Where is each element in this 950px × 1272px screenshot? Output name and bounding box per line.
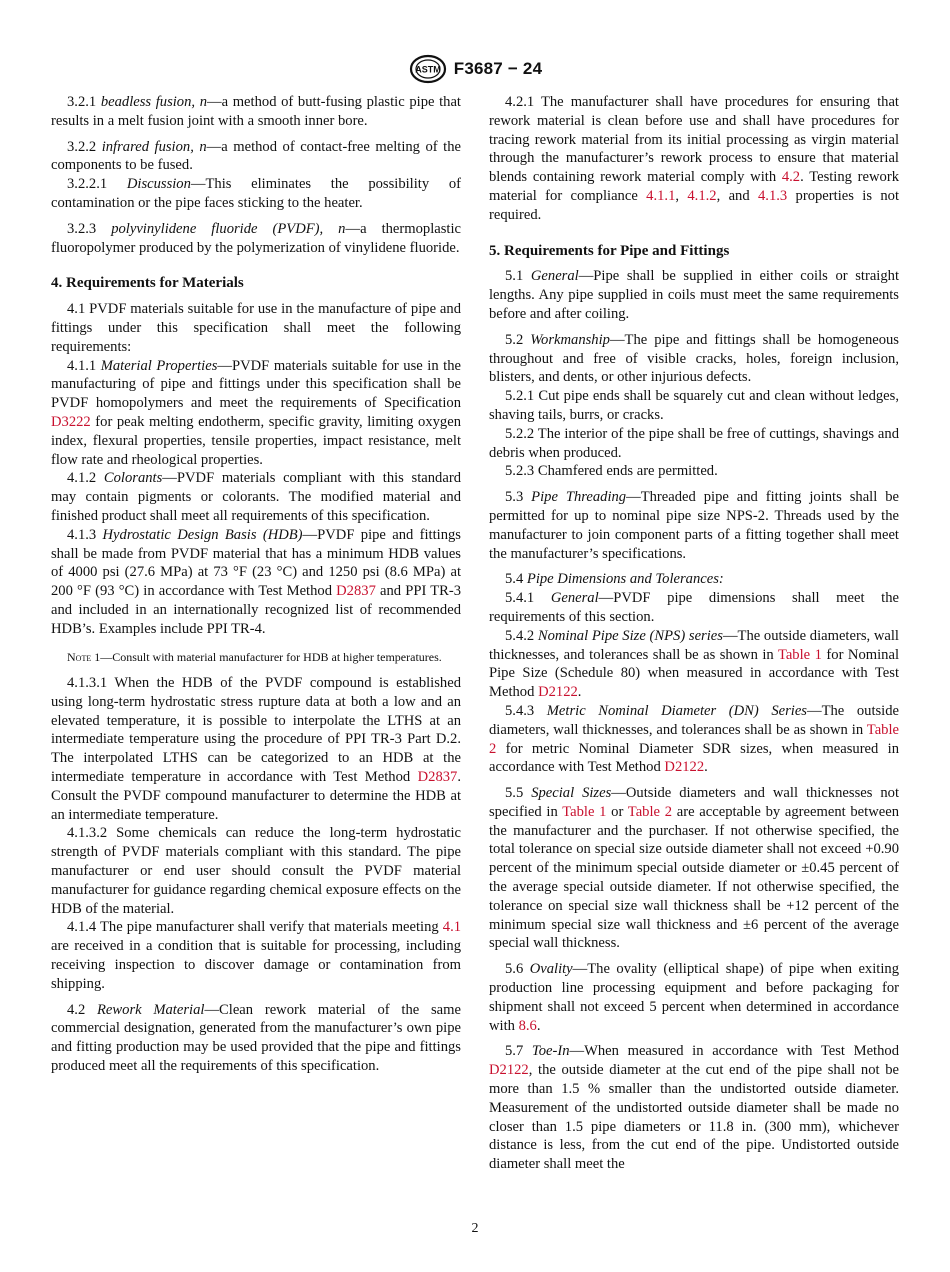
para-4-1-4: 4.1.4 The pipe manufacturer shall verify that materials meeting 4.1 are received in a condition that is suitable for processing, including receiving inspection to discover damage or contamination from shipping. [51,919,462,992]
para-5-5: 5.5 Special Sizes—Outside diameters and wall thicknesses not specified in Table 1 or Table 2 are acceptable by agreement between the manufacturer and the purchaser. If not otherwise specified, the total tolerance on special size outside diameter shall not exceed +0.90 percent of the minimum special outside diameter or ±0.45 percent of the average special outside diameter. If not otherwise specified, the tolerance on special size wall thickness shall be +12 percent of the minimum special size wall thickness and ±6 percent of the average special wall thickness. [489,785,900,952]
note-1: Note 1—Consult with material manufacturer for HDB at higher temperatures. [67,649,442,664]
para-4-1-1: 4.1.1 Material Properties—PVDF materials suitable for use in the manufacturing of pipe and fittings under this specification shall be PVDF homopolymers and meet the requirements of Specification D3222 for peak melting endotherm, specific gravity, limiting oxygen index, flexural properties, tensile properties, impact resistance, melt flow rate and rheological properties. [51,357,461,468]
para-4-1-2: 4.1.2 Colorants—PVDF materials compliant with this standard may contain pigments or colorants. The modified material and finished product shall meet all requirements of this specification. [51,470,461,524]
para-5-2-1: 5.2.1 Cut pipe ends shall be squarely cut and clean without ledges, shaving tails, burrs, or cracks. [489,388,899,423]
ref-4-2-link[interactable]: 4.2 [781,169,801,186]
para-5-1: 5.1 General—Pipe shall be supplied in either coils or straight lengths. Any pipe supplied in coils must meet the same requirements before and after coiling. [489,268,899,322]
ref-4-1-2-link[interactable]: 4.1.2 [687,187,717,204]
para-5-2: 5.2 Workmanship—The pipe and fittings shall be homogeneous throughout and free of visible cracks, holes, foreign inclusion, blisters, and dents, or other injurious defects. [489,331,899,386]
section-4-title: 4. Requirements for Materials [51,275,244,292]
para-4-1: 4.1 PVDF materials suitable for use in the manufacture of pipe and fittings under this specification shall meet the following requirements: [51,301,461,355]
para-3-2-3: 3.2.3 polyvinylidene fluoride (PVDF), n—a thermoplastic fluoropolymer produced by the polymerization of vinylidene fluoride. [51,220,461,256]
ref-d2122-link[interactable]: D2122 [489,1062,529,1079]
para-5-7: 5.7 Toe-In—When measured in accordance with Test Method D2122, the outside diameter at the cut end of the pipe shall not be more than 1.5 % smaller than the undistorted outside diameter. Measurement of the undistorted outside diameter shall be made no closer than 1.5 pipe diameters or 11.8 in. (300 mm), whichever distance is less, from the cut end of the pipe. Undistorted outside diameter shall meet the [489,1043,899,1173]
para-4-2: 4.2 Rework Material—Clean rework material of the same commercial designation, generated from the manufacturer’s own pipe and fitting production may be used provided that the pipe and fittings produced meet all the requirements of this specification. [51,1001,461,1074]
right-column [489,93,899,1174]
para-3-2-2: 3.2.2 infrared fusion, n—a method of contact-free melting of the components to be fused. [51,138,461,174]
para-5-3: 5.3 Pipe Threading—Threaded pipe and fitting joints shall be permitted for up to nominal pipe size NPS-2. Threads used by the manufacturer to join component parts of a fitting together shall meet the manufacturer’s specifications. [489,489,899,562]
ref-d3222-link[interactable]: D3222 [51,413,91,430]
para-4-2-1: 4.2.1 The manufacturer shall have procedures for ensuring that rework material is clean before use and shall have procedures for tracing rework material from its initial processing as virgin material through the manufacturer’s rework process to ensure that material blends containing rework material comply with 4.2. Testing rework material for compliance 4.1.1, 4.1.2, and 4.1.3 properties is not required. [489,94,899,223]
ref-4-1-1-link[interactable]: 4.1.1 [646,187,676,204]
left-column [51,93,461,1076]
astm-logo-icon [408,53,448,85]
ref-4-1-link[interactable]: 4.1 [442,919,462,936]
para-5-4: 5.4 Pipe Dimensions and Tolerances: [505,571,724,588]
standard-designation: F3687 − 24 [453,59,543,78]
para-5-2-2: 5.2.2 The interior of the pipe shall be free of cuttings, shavings and debris when produced. [489,425,899,461]
ref-d2837-link[interactable]: D2837 [336,583,376,600]
page-number: 2 [471,1221,479,1236]
ref-d2122-link[interactable]: D2122 [664,759,705,776]
page-header [0,52,950,86]
ref-table-2-link[interactable]: Table 2 [489,721,899,757]
ref-4-1-3-link[interactable]: 4.1.3 [758,187,788,204]
para-5-6: 5.6 Ovality—The ovality (elliptical shape) of pipe when exiting production line processing equipment and before packaging for shipment shall not exceed 5 percent when determined in accordance with 8.6. [489,961,899,1034]
para-3-2-1: 3.2.1 beadless fusion, n—a method of butt-fusing plastic pipe that results in a melt fusion joint with a smooth inner bore. [51,94,461,129]
ref-d2122-link[interactable]: D2122 [538,684,578,701]
ref-table-1-link[interactable]: Table 1 [562,803,607,820]
ref-d2837-link[interactable]: D2837 [417,769,458,785]
section-5-title: 5. Requirements for Pipe and Fittings [489,242,730,259]
para-5-4-2: 5.4.2 Nominal Pipe Size (NPS) series—The outside diameters, wall thicknesses, and tolerances shall be as shown in Table 1 for Nominal Pipe Size (Schedule 80) when measured in accordance with Test Method D2122. [489,627,899,701]
para-3-2-2-1: 3.2.2.1 Discussion—This eliminates the possibility of contamination or the pipe faces sticking to the heater. [51,176,461,211]
para-4-1-3-2: 4.1.3.2 Some chemicals can reduce the long-term hydrostatic strength of PVDF materials compliant with this standard. The pipe manufacturer or end user should consult the PVDF material manufacturer for guidance regarding chemical exposure effects on the HDB of the material. [51,825,462,917]
svg-text:ASTM: ASTM [415,64,441,75]
para-4-1-3: 4.1.3 Hydrostatic Design Basis (HDB)—PVDF pipe and fittings shall be made from PVDF material that has a minimum HDB values of 4000 psi (27.6 MPa) at 73 °F (23 °C) and 1250 psi (8.6 MPa) at 200 °F (93 °C) in accordance with Test Method D2837 and PPI TR-3 and included in an internationally recognized list of recommended HDB’s. Examples include PPI TR-4. [51,526,461,637]
para-4-1-3-1: 4.1.3.1 When the HDB of the PVDF compound is established using long-term hydrostatic stress rupture data at both a low and an elevated temperature, it is possible to interpolate the LTHS at an intermediate temperature using the procedure of PPI TR-3 Part D.2. The interpolated LTHS can be categorized to an HDB at the intermediate temperature in accordance with Test Method D2837. Consult the PVDF compound manufacturer to determine the HDB at an intermediate temperature. [51,675,461,823]
para-5-2-3: 5.2.3 Chamfered ends are permitted. [505,463,718,480]
ref-table-1-link[interactable]: Table 1 [777,646,822,663]
ref-8-6-link[interactable]: 8.6 [518,1017,537,1034]
para-5-4-1: 5.4.1 General—PVDF pipe dimensions shall meet the requirements of this section. [489,590,899,625]
ref-table-2-link[interactable]: Table 2 [627,803,673,820]
para-5-4-3: 5.4.3 Metric Nominal Diameter (DN) Series—The outside diameters, wall thicknesses, and tolerances shall be as shown in Table 2 for metric Nominal Diameter SDR sizes, when measured in accordance with Test Method D2122. [489,702,900,776]
